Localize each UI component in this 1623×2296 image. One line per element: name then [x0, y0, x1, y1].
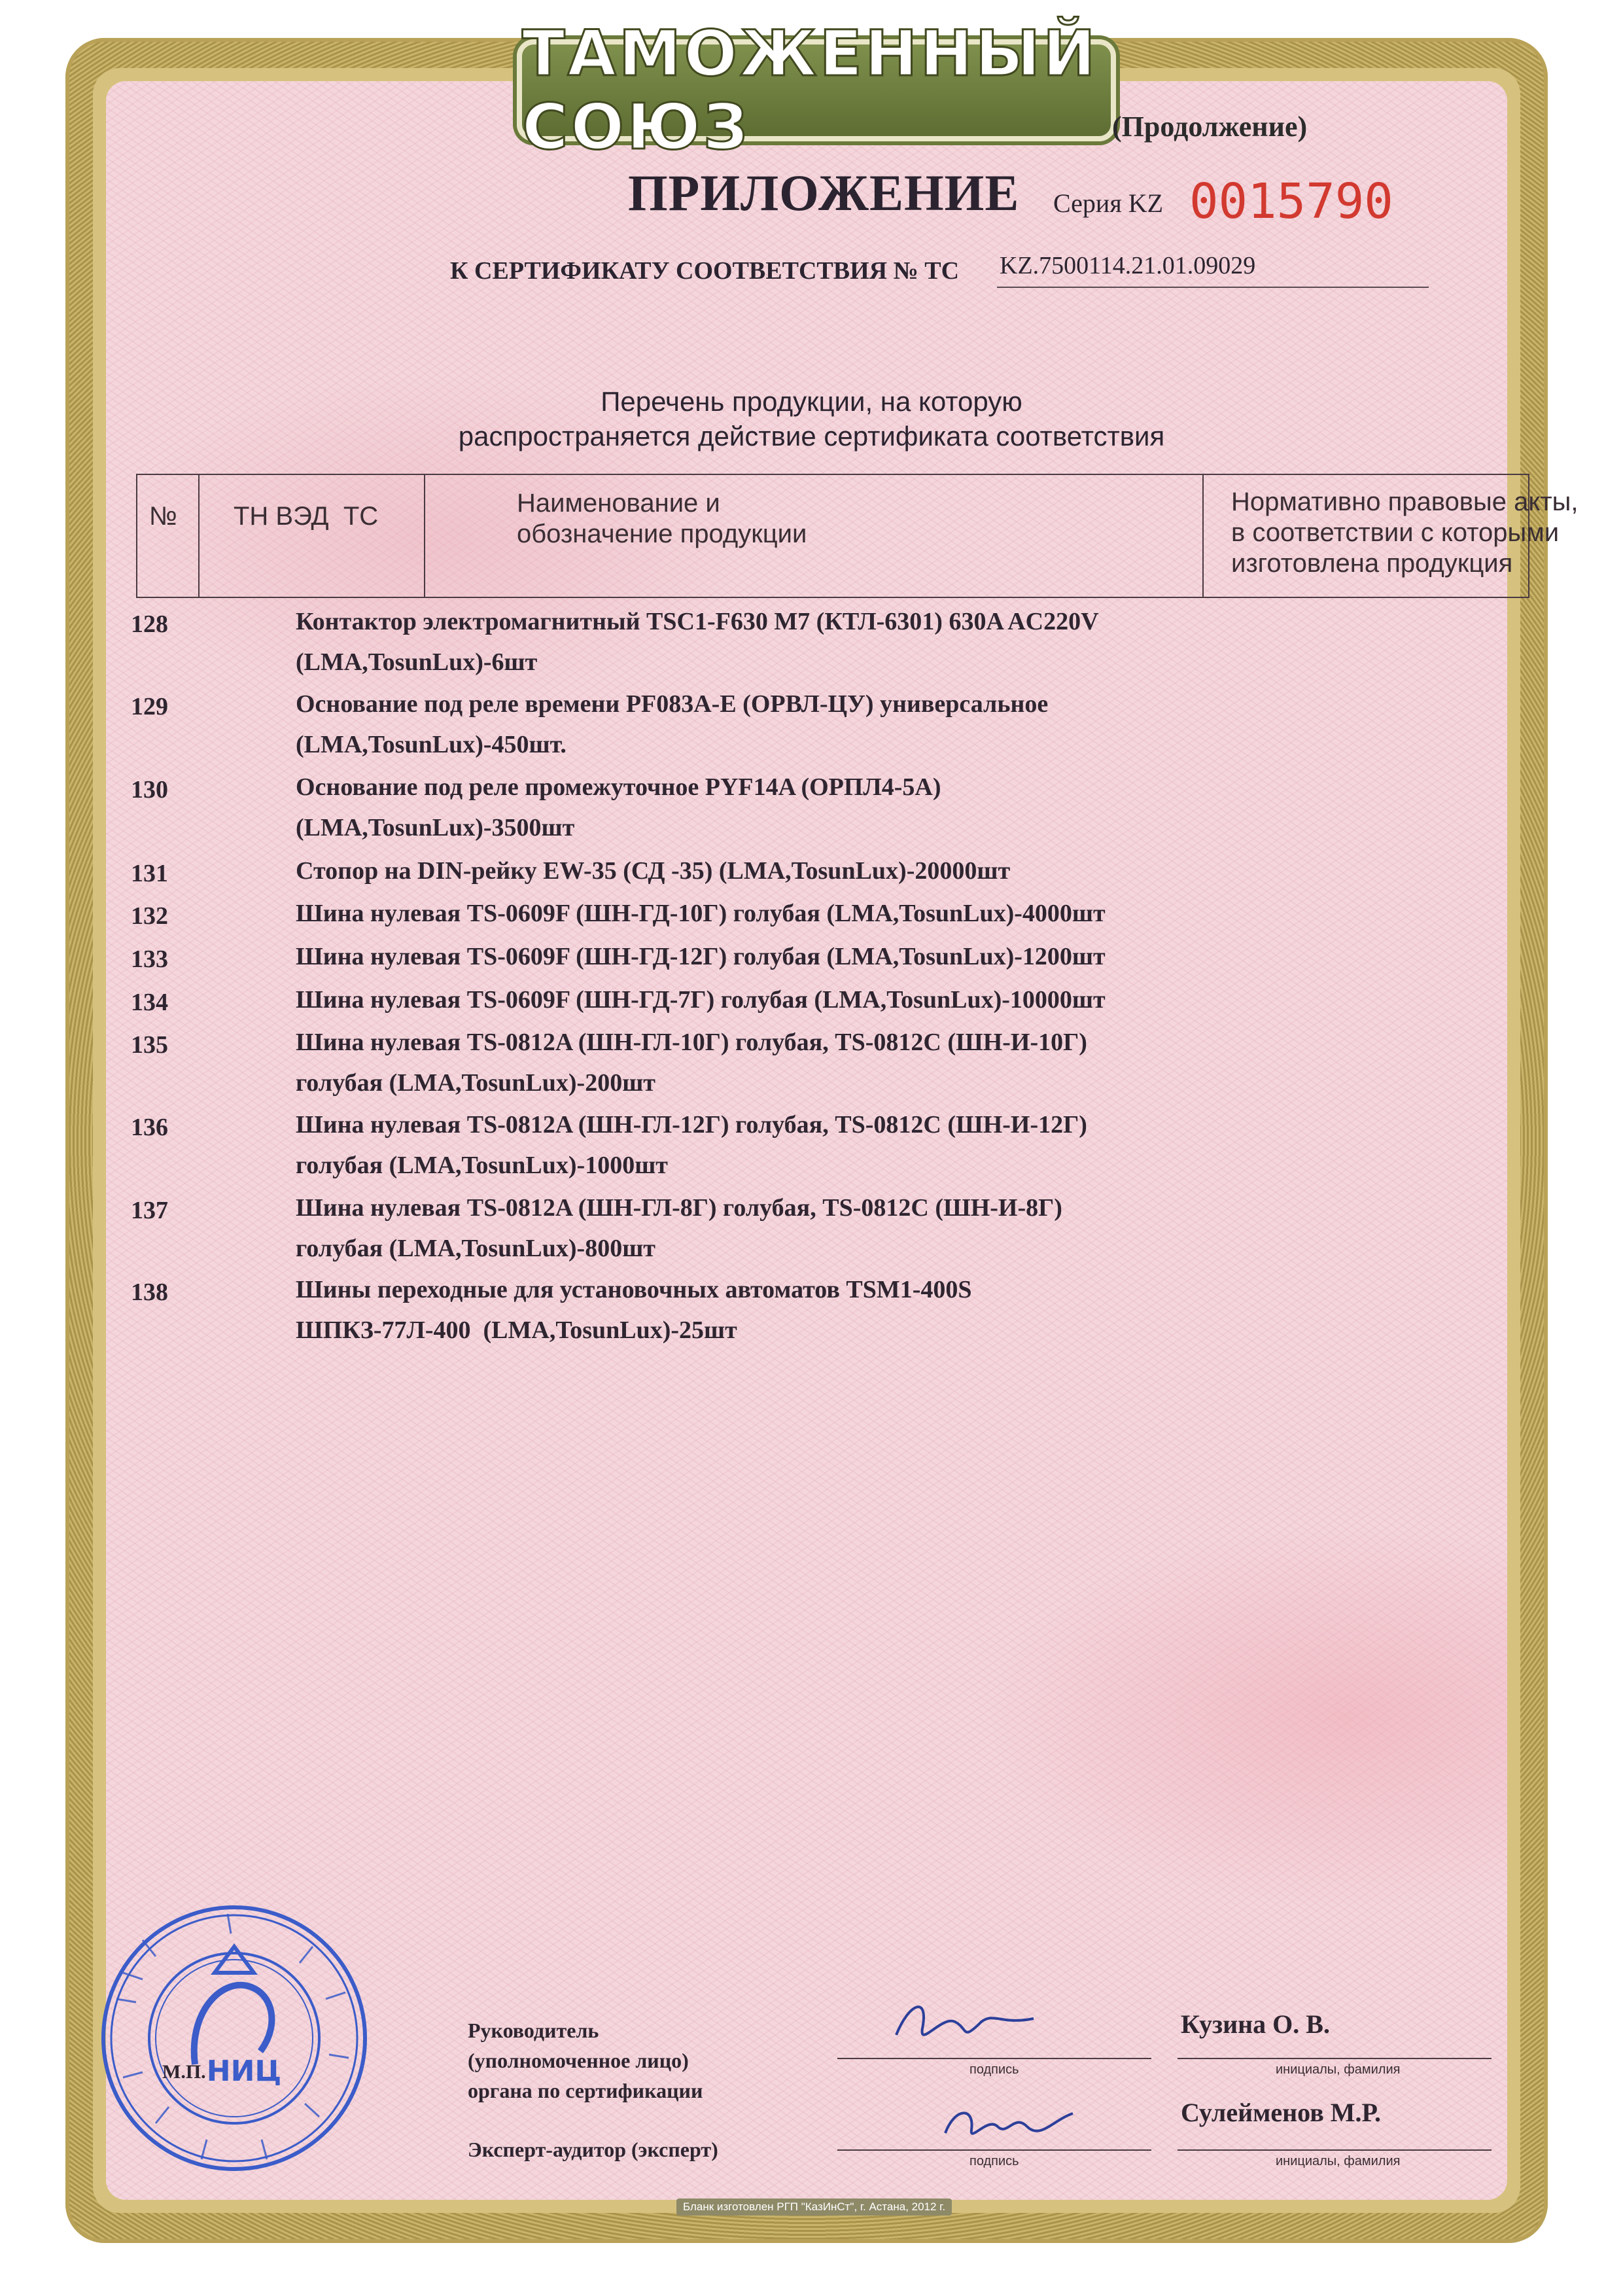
row-number: 138 — [131, 1279, 168, 1306]
head-signatory-label: Руководитель (уполномоченное лицо) органа по сертификации — [468, 2019, 703, 2102]
column-header-number-label: № — [149, 502, 177, 531]
continuation-label: (Продолжение) — [1112, 111, 1308, 143]
head-signature-caption: подпись — [969, 2062, 1019, 2077]
row-product-text: Стопор на DIN-рейку EW-35 (СД -35) (LMA,TosunLux)-20000шт — [296, 857, 1011, 885]
row-product-text: Шина нулевая TS-0812A (ШН-ГЛ-10Г) голубая, TS-0812C (ШН-И-10Г) голубая (LMA,TosunLux)-200шт — [296, 1029, 1087, 1097]
form-printer-note: Бланк изготовлен РГП "КазИнСт", г. Астана, 2012 г. — [676, 2199, 952, 2216]
row-product-text: Контактор электромагнитный TSC1-F630 M7 (КТЛ-6301) 630A AC220V (LMA,TosunLux)-6шт — [296, 608, 1099, 676]
column-header-tnved — [200, 475, 425, 597]
row-number: 135 — [131, 1031, 168, 1059]
expert-signature-line — [837, 2149, 1151, 2151]
row-product-text: Основание под реле времени PF083A-E (ОРВЛ-ЦУ) универсальное (LMA,TosunLux)-450шт. — [296, 690, 1049, 758]
expert-signatory-label: Эксперт-аудитор (эксперт) — [468, 2138, 718, 2161]
expert-initials-caption: инициалы, фамилия — [1276, 2154, 1401, 2168]
certification-stamp — [97, 1901, 372, 2176]
column-header-regulatory-acts — [1204, 475, 1579, 597]
stamp-center-text: НИЦ — [206, 2055, 282, 2088]
row-product-text: Шина нулевая TS-0812A (ШН-ГЛ-8Г) голубая, TS-0812C (ШН-И-8Г) голубая (LMA,TosunLux)-800шт — [296, 1194, 1062, 1262]
column-header-product-name-label: Наименование и обозначение продукции — [517, 489, 807, 548]
head-signatory-name: Кузина О. В. — [1181, 2009, 1330, 2039]
column-header-product-name — [425, 475, 1204, 597]
row-number: 137 — [131, 1197, 168, 1224]
row-product-text: Шина нулевая TS-0609F (ШН-ГД-7Г) голубая (LMA,TosunLux)-10000шт — [296, 986, 1106, 1014]
row-number: 128 — [131, 610, 168, 638]
expert-signatory-name: Сулейменов М.Р. — [1181, 2098, 1381, 2127]
head-signature-line — [837, 2058, 1151, 2059]
column-header-tnved-label: ТН ВЭД ТС — [234, 502, 379, 531]
banner-title: ТАМОЖЕННЫЙ СОЮЗ — [522, 17, 1098, 164]
certificate-label: К СЕРТИФИКАТУ СООТВЕТСТВИЯ № ТС — [450, 257, 960, 285]
row-product-text: Шина нулевая TS-0609F (ШН-ГД-12Г) голубая (LMA,TosunLux)-1200шт — [296, 943, 1106, 970]
customs-union-banner — [517, 17, 1116, 164]
expert-signature-caption: подпись — [969, 2154, 1019, 2168]
series-label: Серия KZ — [1053, 188, 1164, 218]
certificate-number: KZ.7500114.21.01.09029 — [1000, 252, 1256, 279]
list-heading-line2: распространяется действие сертификата соответствия — [458, 421, 1165, 451]
page-title: ПРИЛОЖЕНИЕ — [628, 164, 1020, 221]
row-number: 131 — [131, 860, 168, 887]
column-header-regulatory-acts-label: Нормативно правовые акты, в соответствии с которыми изготовлена продукция — [1231, 487, 1579, 578]
column-header-number — [137, 475, 200, 597]
row-number: 136 — [131, 1114, 168, 1141]
row-number: 134 — [131, 989, 168, 1016]
row-number: 129 — [131, 693, 168, 720]
head-initials-line — [1178, 2058, 1492, 2059]
row-product-text: Шина нулевая TS-0812A (ШН-ГЛ-12Г) голубая, TS-0812C (ШН-И-12Г) голубая (LMA,TosunLux)-1000шт — [296, 1111, 1087, 1179]
head-initials-caption: инициалы, фамилия — [1276, 2062, 1401, 2077]
row-product-text: Основание под реле промежуточное PYF14A (ОРПЛ4-5A) (LMA,TosunLux)-3500шт — [296, 773, 941, 841]
certificate-number-underline — [997, 287, 1429, 288]
seal-place-label: М.П. — [162, 2061, 206, 2083]
head-signature — [883, 1989, 1047, 2061]
row-number: 130 — [131, 776, 168, 804]
row-product-text: Шины переходные для установочных автоматов TSM1-400S ШПКЗ-77Л-400 (LMA,TosunLux)-25шт — [296, 1276, 972, 1344]
list-heading-line1: Перечень продукции, на которую — [601, 386, 1022, 417]
row-product-text: Шина нулевая TS-0609F (ШН-ГД-10Г) голубая (LMA,TosunLux)-4000шт — [296, 900, 1106, 927]
table-header — [136, 474, 1579, 598]
row-number: 132 — [131, 902, 168, 930]
series-number: 0015790 — [1189, 173, 1393, 230]
row-number: 133 — [131, 945, 168, 973]
expert-signature — [935, 2087, 1079, 2159]
expert-initials-line — [1178, 2149, 1492, 2151]
